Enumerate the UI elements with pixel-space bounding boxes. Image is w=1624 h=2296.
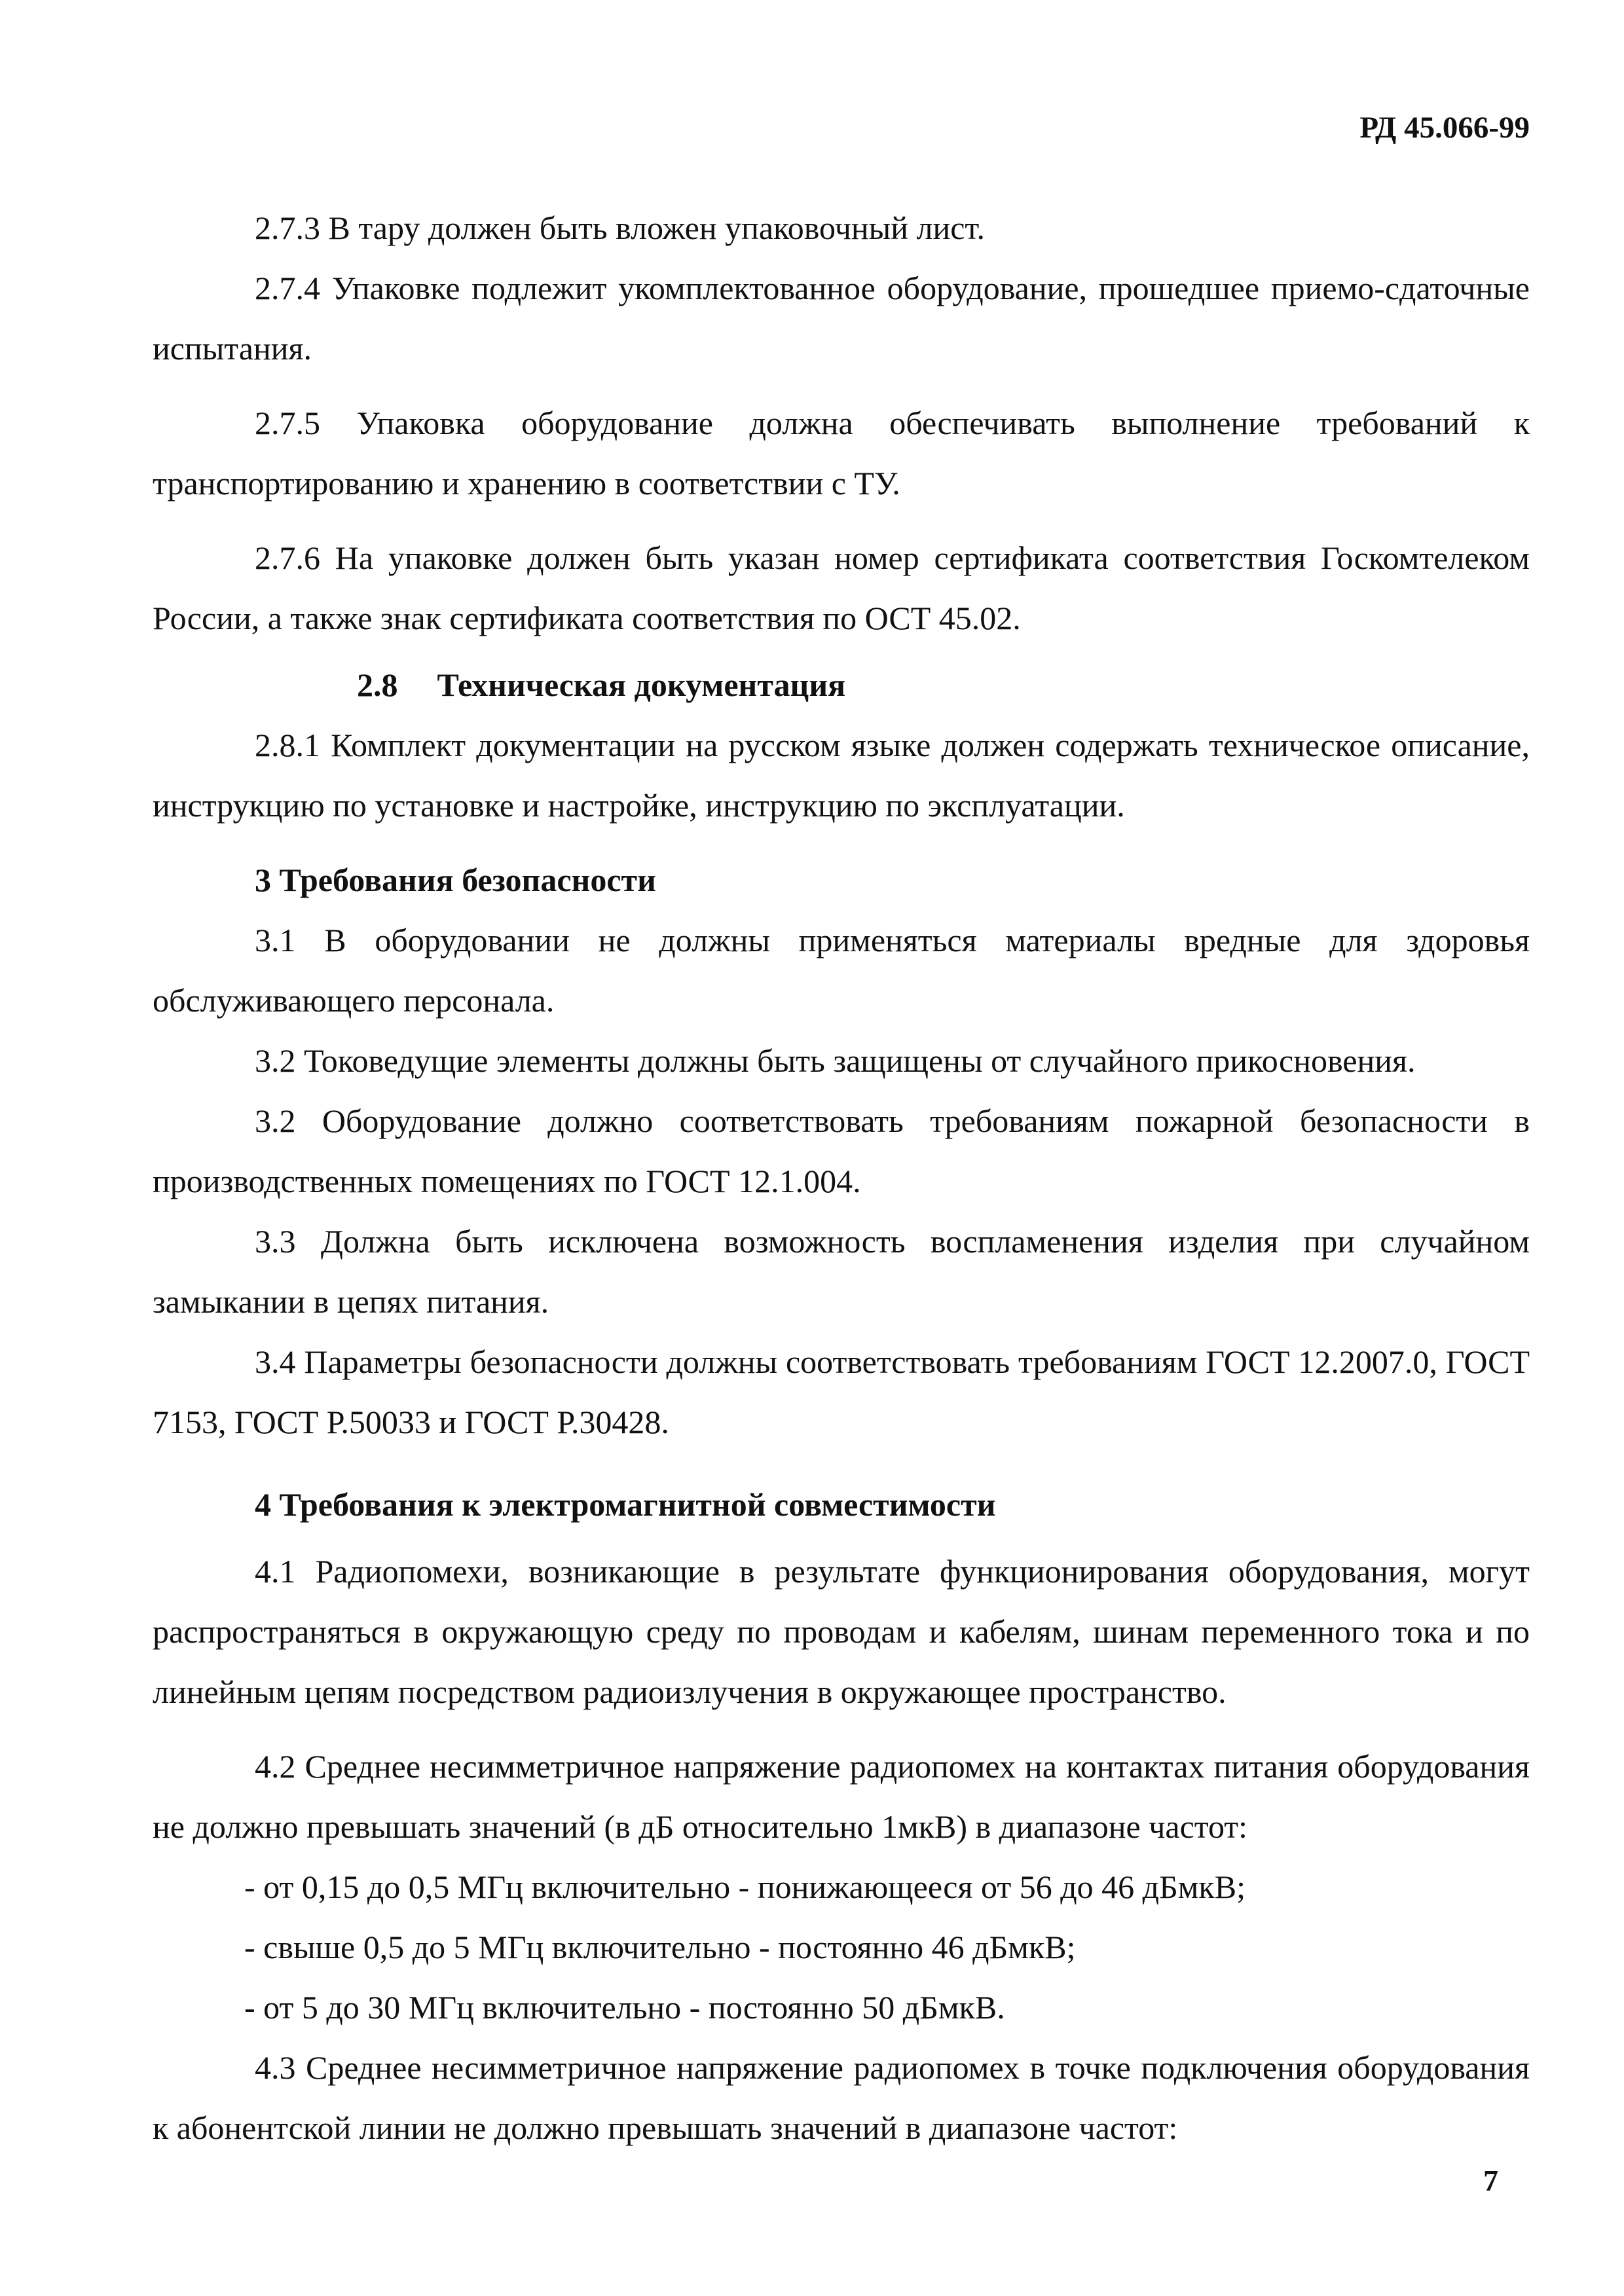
paragraph-2-7-5: 2.7.5 Упаковка оборудование должна обеспечивать выполнение требований к транспортированию и хранению в соответствии с ТУ. — [153, 405, 1530, 501]
heading-3: 3 Требования безопасности — [255, 862, 656, 898]
paragraph-2-7-3: 2.7.3 В тару должен быть вложен упаковочный лист. — [255, 210, 986, 246]
heading-2-8-title: Техническая документация — [437, 666, 846, 703]
paragraph-3-2b: 3.2 Оборудование должно соответствовать требованиям пожарной безопасности в производственных помещениях по ГОСТ 12.1.004. — [153, 1102, 1530, 1199]
paragraph-4-3: 4.3 Среднее несимметричное напряжение радиопомех в точке подключения оборудования к абонентской линии не должно превышать значений в диапазоне частот: — [153, 2049, 1530, 2146]
heading-4: 4 Требования к электромагнитной совместимости — [255, 1486, 996, 1523]
heading-2-8-number: 2.8 — [357, 666, 398, 703]
list-item-range-1: - от 0,15 до 0,5 МГц включительно - понижающееся от 56 до 46 дБмкВ; — [244, 1868, 1246, 1905]
paragraph-3-2a: 3.2 Токоведущие элементы должны быть защищены от случайного прикосновения. — [255, 1042, 1416, 1079]
paragraph-4-2: 4.2 Среднее несимметричное напряжение радиопомех на контактах питания оборудования не должно превышать значений (в дБ относительно 1мкВ) в диапазоне частот: — [153, 1748, 1530, 1845]
document-body — [153, 198, 1530, 2158]
document-code: РД 45.066-99 — [1359, 111, 1530, 145]
paragraph-4-1: 4.1 Радиопомехи, возникающие в результате функционирования оборудования, могут распространяться в окружающую среду по проводам и кабелям, шинам переменного тока и по линейным цепям посредством радиоизлучения в окружающее пространство. — [153, 1553, 1530, 1710]
paragraph-2-8-1: 2.8.1 Комплект документации на русском языке должен содержать техническое описание, инструкцию по установке и настройке, инструкцию по эксплуатации. — [153, 727, 1530, 824]
paragraph-3-1: 3.1 В оборудовании не должны применяться материалы вредные для здоровья обслуживающего персонала. — [153, 922, 1530, 1019]
paragraph-2-7-4: 2.7.4 Упаковке подлежит укомплектованное оборудование, прошедшее приемо-сдаточные испытания. — [153, 270, 1530, 367]
paragraph-3-3: 3.3 Должна быть исключена возможность воспламенения изделия при случайном замыкании в цепях питания. — [153, 1223, 1530, 1320]
paragraph-3-4: 3.4 Параметры безопасности должны соответствовать требованиям ГОСТ 12.2007.0, ГОСТ 7153, ГОСТ Р.50033 и ГОСТ Р.30428. — [153, 1343, 1530, 1440]
page-number: 7 — [1483, 2164, 1498, 2197]
heading-2-8 — [153, 655, 1530, 715]
list-item-range-2: - свыше 0,5 до 5 МГц включительно - постоянно 46 дБмкВ; — [244, 1929, 1076, 1965]
paragraph-2-7-6: 2.7.6 На упаковке должен быть указан номер сертификата соответствия Госкомтелеком России, а также знак сертификата соответствия по ОСТ 45.02. — [153, 539, 1530, 636]
list-item-range-3: - от 5 до 30 МГц включительно - постоянно 50 дБмкВ. — [244, 1989, 1005, 2026]
